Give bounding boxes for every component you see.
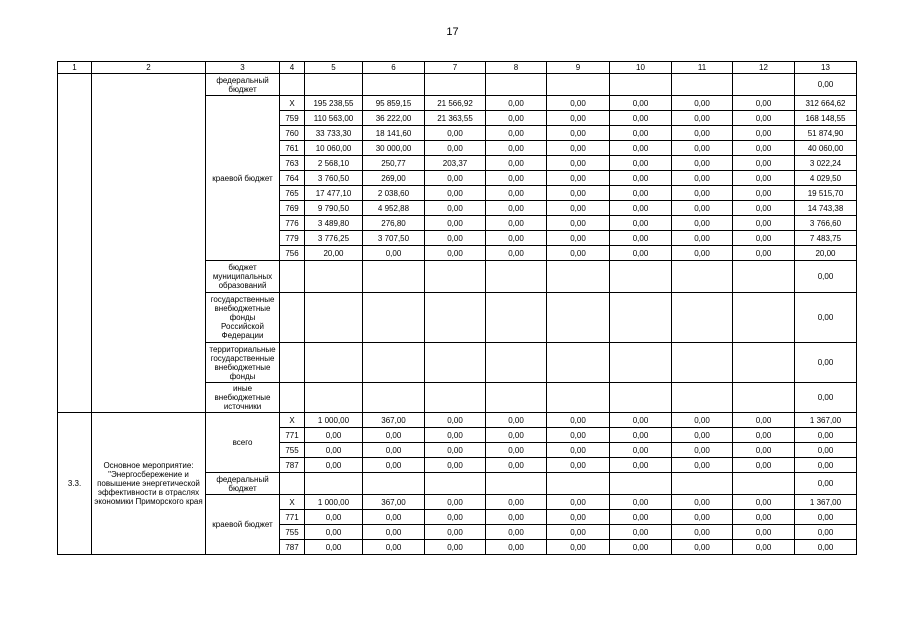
value-cell: 0,00 (486, 141, 547, 156)
empty-cell (305, 74, 363, 96)
value-cell: 0,00 (363, 428, 425, 443)
value-cell: 0,00 (672, 171, 733, 186)
value-cell: 0,00 (547, 246, 610, 261)
value-cell: 0,00 (425, 413, 486, 428)
value-cell: 0,00 (486, 495, 547, 510)
value-cell: 95 859,15 (363, 96, 425, 111)
value-cell: 0,00 (733, 540, 795, 555)
value-cell: 0,00 (672, 216, 733, 231)
value-cell: 0,00 (610, 171, 672, 186)
value-cell: 0,00 (733, 458, 795, 473)
empty-cell (672, 473, 733, 495)
empty-cell (305, 293, 363, 343)
column-header-cell: 6 (363, 62, 425, 74)
value-cell: 0,00 (610, 126, 672, 141)
empty-cell (610, 343, 672, 383)
value-cell: 0,00 (733, 231, 795, 246)
value-cell: 0,00 (486, 458, 547, 473)
value-cell: 3 022,24 (795, 156, 857, 171)
value-cell: 0,00 (733, 216, 795, 231)
value-cell: 0,00 (305, 525, 363, 540)
value-cell: 195 238,55 (305, 96, 363, 111)
value-cell: 0,00 (672, 246, 733, 261)
value-cell: 20,00 (305, 246, 363, 261)
source-label-cell: бюджет муниципальных образований (206, 261, 280, 293)
value-cell: 0,00 (486, 111, 547, 126)
empty-cell (733, 261, 795, 293)
kbk-code-cell: 776 (280, 216, 305, 231)
value-cell: 0,00 (486, 231, 547, 246)
value-cell: 0,00 (672, 510, 733, 525)
value-cell: 7 483,75 (795, 231, 857, 246)
value-cell: 0,00 (610, 443, 672, 458)
value-cell: 0,00 (363, 525, 425, 540)
empty-cell (610, 473, 672, 495)
column-header-cell: 9 (547, 62, 610, 74)
empty-cell (672, 383, 733, 413)
value-cell: 0,00 (547, 413, 610, 428)
value-cell: 1 367,00 (795, 495, 857, 510)
value-cell: 0,00 (733, 510, 795, 525)
empty-cell (733, 473, 795, 495)
value-cell: 0,00 (547, 141, 610, 156)
value-cell: 3 776,25 (305, 231, 363, 246)
value-cell: 0,00 (305, 540, 363, 555)
value-cell: 0,00 (425, 141, 486, 156)
value-cell: 0,00 (733, 495, 795, 510)
value-cell: 0,00 (547, 495, 610, 510)
value-cell: 0,00 (305, 443, 363, 458)
empty-cell (280, 383, 305, 413)
value-cell: 14 743,38 (795, 201, 857, 216)
value-cell: 1 000,00 (305, 495, 363, 510)
value-cell: 0,00 (733, 525, 795, 540)
value-cell: 0,00 (610, 231, 672, 246)
kbk-code-cell: X (280, 96, 305, 111)
value-cell: 0,00 (425, 216, 486, 231)
value-cell: 0,00 (795, 540, 857, 555)
value-cell: 18 141,60 (363, 126, 425, 141)
empty-cell (547, 74, 610, 96)
value-cell: 4 952,88 (363, 201, 425, 216)
value-cell: 203,37 (425, 156, 486, 171)
value-cell: 0,00 (425, 231, 486, 246)
value-cell: 0,00 (672, 443, 733, 458)
value-cell: 0,00 (425, 495, 486, 510)
value-cell: 0,00 (610, 186, 672, 201)
value-cell: 0,00 (733, 186, 795, 201)
empty-cell (305, 261, 363, 293)
empty-cell (486, 293, 547, 343)
value-cell: 0,00 (486, 201, 547, 216)
value-cell: 312 664,62 (795, 96, 857, 111)
value-cell: 0,00 (547, 156, 610, 171)
kbk-code-cell: 769 (280, 201, 305, 216)
value-cell: 0,00 (363, 458, 425, 473)
value-cell: 250,77 (363, 156, 425, 171)
empty-cell (280, 74, 305, 96)
value-cell: 0,00 (610, 413, 672, 428)
row-number-cell (58, 74, 92, 413)
value-cell: 0,00 (610, 495, 672, 510)
value-cell: 0,00 (363, 246, 425, 261)
empty-cell (486, 383, 547, 413)
value-cell: 1 000,00 (305, 413, 363, 428)
value-cell: 0,00 (486, 540, 547, 555)
page-number: 17 (446, 26, 459, 38)
value-cell: 0,00 (547, 428, 610, 443)
empty-cell (280, 343, 305, 383)
value-cell: 0,00 (610, 216, 672, 231)
value-cell: 0,00 (425, 510, 486, 525)
value-cell: 0,00 (672, 186, 733, 201)
value-cell: 0,00 (733, 96, 795, 111)
source-label-cell: федеральный бюджет (206, 473, 280, 495)
empty-cell (486, 261, 547, 293)
empty-cell (280, 261, 305, 293)
column-header-cell: 8 (486, 62, 547, 74)
value-cell: 0,00 (610, 510, 672, 525)
value-cell: 0,00 (547, 171, 610, 186)
value-cell: 0,00 (733, 156, 795, 171)
value-cell: 36 222,00 (363, 111, 425, 126)
empty-cell (363, 473, 425, 495)
table-body (58, 62, 857, 555)
value-cell: 17 477,10 (305, 186, 363, 201)
empty-cell (280, 293, 305, 343)
column-header-cell: 10 (610, 62, 672, 74)
value-cell: 30 000,00 (363, 141, 425, 156)
value-cell: 0,00 (486, 443, 547, 458)
column-header-cell: 4 (280, 62, 305, 74)
kbk-code-cell: 760 (280, 126, 305, 141)
value-cell: 0,00 (610, 428, 672, 443)
value-cell: 0,00 (672, 525, 733, 540)
empty-cell (610, 74, 672, 96)
value-cell: 0,00 (547, 96, 610, 111)
value-cell: 1 367,00 (795, 413, 857, 428)
value-cell: 0,00 (610, 525, 672, 540)
value-cell: 2 038,60 (363, 186, 425, 201)
value-cell: 0,00 (547, 458, 610, 473)
kbk-code-cell: 779 (280, 231, 305, 246)
value-cell: 3 760,50 (305, 171, 363, 186)
value-cell: 33 733,30 (305, 126, 363, 141)
value-cell: 0,00 (425, 171, 486, 186)
kbk-code-cell: 764 (280, 171, 305, 186)
value-cell: 0,00 (547, 525, 610, 540)
empty-cell (733, 343, 795, 383)
budget-table (57, 61, 857, 555)
value-cell: 0,00 (486, 525, 547, 540)
value-cell: 0,00 (486, 428, 547, 443)
total-cell: 0,00 (795, 383, 857, 413)
value-cell: 0,00 (425, 186, 486, 201)
total-cell: 0,00 (795, 473, 857, 495)
value-cell: 0,00 (733, 201, 795, 216)
empty-cell (547, 473, 610, 495)
empty-cell (610, 261, 672, 293)
source-label-cell: государственные внебюджетные фонды Российской Федерации (206, 293, 280, 343)
empty-cell (425, 293, 486, 343)
value-cell: 0,00 (672, 126, 733, 141)
empty-cell (363, 261, 425, 293)
value-cell: 0,00 (363, 540, 425, 555)
value-cell: 2 568,10 (305, 156, 363, 171)
value-cell: 0,00 (486, 156, 547, 171)
value-cell: 0,00 (547, 231, 610, 246)
value-cell: 0,00 (733, 413, 795, 428)
value-cell: 0,00 (795, 443, 857, 458)
empty-cell (486, 343, 547, 383)
value-cell: 0,00 (547, 443, 610, 458)
value-cell: 0,00 (610, 201, 672, 216)
empty-cell (610, 293, 672, 343)
value-cell: 0,00 (486, 126, 547, 141)
value-cell: 0,00 (672, 428, 733, 443)
empty-cell (425, 74, 486, 96)
value-cell: 0,00 (672, 156, 733, 171)
kbk-code-cell: 771 (280, 428, 305, 443)
column-header-cell: 13 (795, 62, 857, 74)
column-header-cell: 3 (206, 62, 280, 74)
empty-cell (547, 383, 610, 413)
value-cell: 367,00 (363, 495, 425, 510)
value-cell: 0,00 (610, 96, 672, 111)
value-cell: 0,00 (795, 525, 857, 540)
kbk-code-cell: 755 (280, 443, 305, 458)
value-cell: 0,00 (795, 510, 857, 525)
total-row (58, 413, 857, 428)
value-cell: 0,00 (672, 540, 733, 555)
column-header-cell: 5 (305, 62, 363, 74)
value-cell: 0,00 (486, 413, 547, 428)
value-cell: 0,00 (733, 428, 795, 443)
value-cell: 0,00 (733, 141, 795, 156)
column-header-cell: 7 (425, 62, 486, 74)
empty-cell (363, 293, 425, 343)
value-cell: 0,00 (425, 246, 486, 261)
value-cell: 0,00 (425, 443, 486, 458)
empty-cell (672, 293, 733, 343)
value-cell: 21 566,92 (425, 96, 486, 111)
value-cell: 3 707,50 (363, 231, 425, 246)
value-cell: 0,00 (486, 96, 547, 111)
row-number-cell: 3.3. (58, 413, 92, 555)
empty-cell (425, 383, 486, 413)
value-cell: 0,00 (672, 96, 733, 111)
value-cell: 0,00 (610, 540, 672, 555)
kbk-code-cell: X (280, 495, 305, 510)
value-cell: 0,00 (672, 111, 733, 126)
source-label-cell: краевой бюджет (206, 96, 280, 261)
value-cell: 0,00 (547, 216, 610, 231)
value-cell: 0,00 (486, 171, 547, 186)
kbk-code-cell: 787 (280, 540, 305, 555)
value-cell: 110 563,00 (305, 111, 363, 126)
empty-cell (733, 293, 795, 343)
value-cell: 0,00 (610, 141, 672, 156)
kbk-code-cell: 771 (280, 510, 305, 525)
empty-cell (280, 473, 305, 495)
value-cell: 0,00 (795, 458, 857, 473)
value-cell: 0,00 (547, 126, 610, 141)
value-cell: 0,00 (425, 540, 486, 555)
empty-cell (486, 473, 547, 495)
source-label-cell: всего (206, 413, 280, 473)
value-cell: 367,00 (363, 413, 425, 428)
value-cell: 19 515,70 (795, 186, 857, 201)
value-cell: 20,00 (795, 246, 857, 261)
value-cell: 0,00 (610, 246, 672, 261)
value-cell: 0,00 (733, 111, 795, 126)
value-cell: 0,00 (486, 510, 547, 525)
empty-cell (363, 383, 425, 413)
federal-row (58, 74, 857, 96)
value-cell: 4 029,50 (795, 171, 857, 186)
kbk-code-cell: 763 (280, 156, 305, 171)
source-label-cell: иные внебюджетные источники (206, 383, 280, 413)
source-label-cell: федеральный бюджет (206, 74, 280, 96)
value-cell: 0,00 (305, 428, 363, 443)
value-cell: 0,00 (733, 126, 795, 141)
value-cell: 3 766,60 (795, 216, 857, 231)
kbk-code-cell: 765 (280, 186, 305, 201)
value-cell: 51 874,90 (795, 126, 857, 141)
empty-cell (305, 473, 363, 495)
header-row (58, 62, 857, 74)
source-label-cell: территориальные государственные внебюджетные фонды (206, 343, 280, 383)
kbk-code-cell: 756 (280, 246, 305, 261)
value-cell: 0,00 (672, 495, 733, 510)
value-cell: 40 060,00 (795, 141, 857, 156)
total-cell: 0,00 (795, 261, 857, 293)
empty-cell (733, 74, 795, 96)
empty-cell (547, 343, 610, 383)
total-cell: 0,00 (795, 293, 857, 343)
value-cell: 168 148,55 (795, 111, 857, 126)
value-cell: 0,00 (425, 201, 486, 216)
measure-name-cell (92, 74, 206, 413)
value-cell: 0,00 (610, 111, 672, 126)
value-cell: 0,00 (425, 525, 486, 540)
value-cell: 0,00 (795, 428, 857, 443)
empty-cell (305, 383, 363, 413)
empty-cell (610, 383, 672, 413)
value-cell: 3 489,80 (305, 216, 363, 231)
column-header-cell: 11 (672, 62, 733, 74)
empty-cell (363, 74, 425, 96)
kbk-code-cell: 759 (280, 111, 305, 126)
kbk-code-cell: X (280, 413, 305, 428)
empty-cell (672, 343, 733, 383)
value-cell: 10 060,00 (305, 141, 363, 156)
empty-cell (425, 473, 486, 495)
value-cell: 0,00 (672, 201, 733, 216)
empty-cell (672, 261, 733, 293)
source-label-cell: краевой бюджет (206, 495, 280, 555)
value-cell: 0,00 (486, 246, 547, 261)
value-cell: 0,00 (486, 216, 547, 231)
total-cell: 0,00 (795, 343, 857, 383)
empty-cell (547, 293, 610, 343)
value-cell: 0,00 (425, 428, 486, 443)
value-cell: 0,00 (305, 458, 363, 473)
value-cell: 0,00 (733, 443, 795, 458)
total-cell: 0,00 (795, 74, 857, 96)
value-cell: 21 363,55 (425, 111, 486, 126)
column-header-cell: 12 (733, 62, 795, 74)
value-cell: 0,00 (610, 156, 672, 171)
measure-name-cell: Основное мероприятие: "Энергосбережение и повышение энергетической эффективности в отраслях экономики Приморского края (92, 413, 206, 555)
value-cell: 0,00 (363, 443, 425, 458)
column-header-cell: 1 (58, 62, 92, 74)
empty-cell (486, 74, 547, 96)
value-cell: 0,00 (547, 186, 610, 201)
kbk-code-cell: 755 (280, 525, 305, 540)
column-header-cell: 2 (92, 62, 206, 74)
empty-cell (305, 343, 363, 383)
value-cell: 0,00 (547, 510, 610, 525)
value-cell: 0,00 (486, 186, 547, 201)
empty-cell (547, 261, 610, 293)
empty-cell (425, 343, 486, 383)
empty-cell (425, 261, 486, 293)
value-cell: 0,00 (672, 413, 733, 428)
empty-cell (672, 74, 733, 96)
empty-cell (733, 383, 795, 413)
kbk-code-cell: 787 (280, 458, 305, 473)
value-cell: 0,00 (733, 246, 795, 261)
empty-cell (363, 343, 425, 383)
value-cell: 269,00 (363, 171, 425, 186)
value-cell: 0,00 (672, 458, 733, 473)
value-cell: 0,00 (547, 201, 610, 216)
value-cell: 0,00 (547, 540, 610, 555)
value-cell: 0,00 (610, 458, 672, 473)
value-cell: 0,00 (733, 171, 795, 186)
value-cell: 0,00 (672, 141, 733, 156)
value-cell: 0,00 (363, 510, 425, 525)
kbk-code-cell: 761 (280, 141, 305, 156)
value-cell: 0,00 (425, 458, 486, 473)
value-cell: 276,80 (363, 216, 425, 231)
value-cell: 0,00 (425, 126, 486, 141)
value-cell: 0,00 (672, 231, 733, 246)
value-cell: 0,00 (547, 111, 610, 126)
value-cell: 9 790,50 (305, 201, 363, 216)
value-cell: 0,00 (305, 510, 363, 525)
